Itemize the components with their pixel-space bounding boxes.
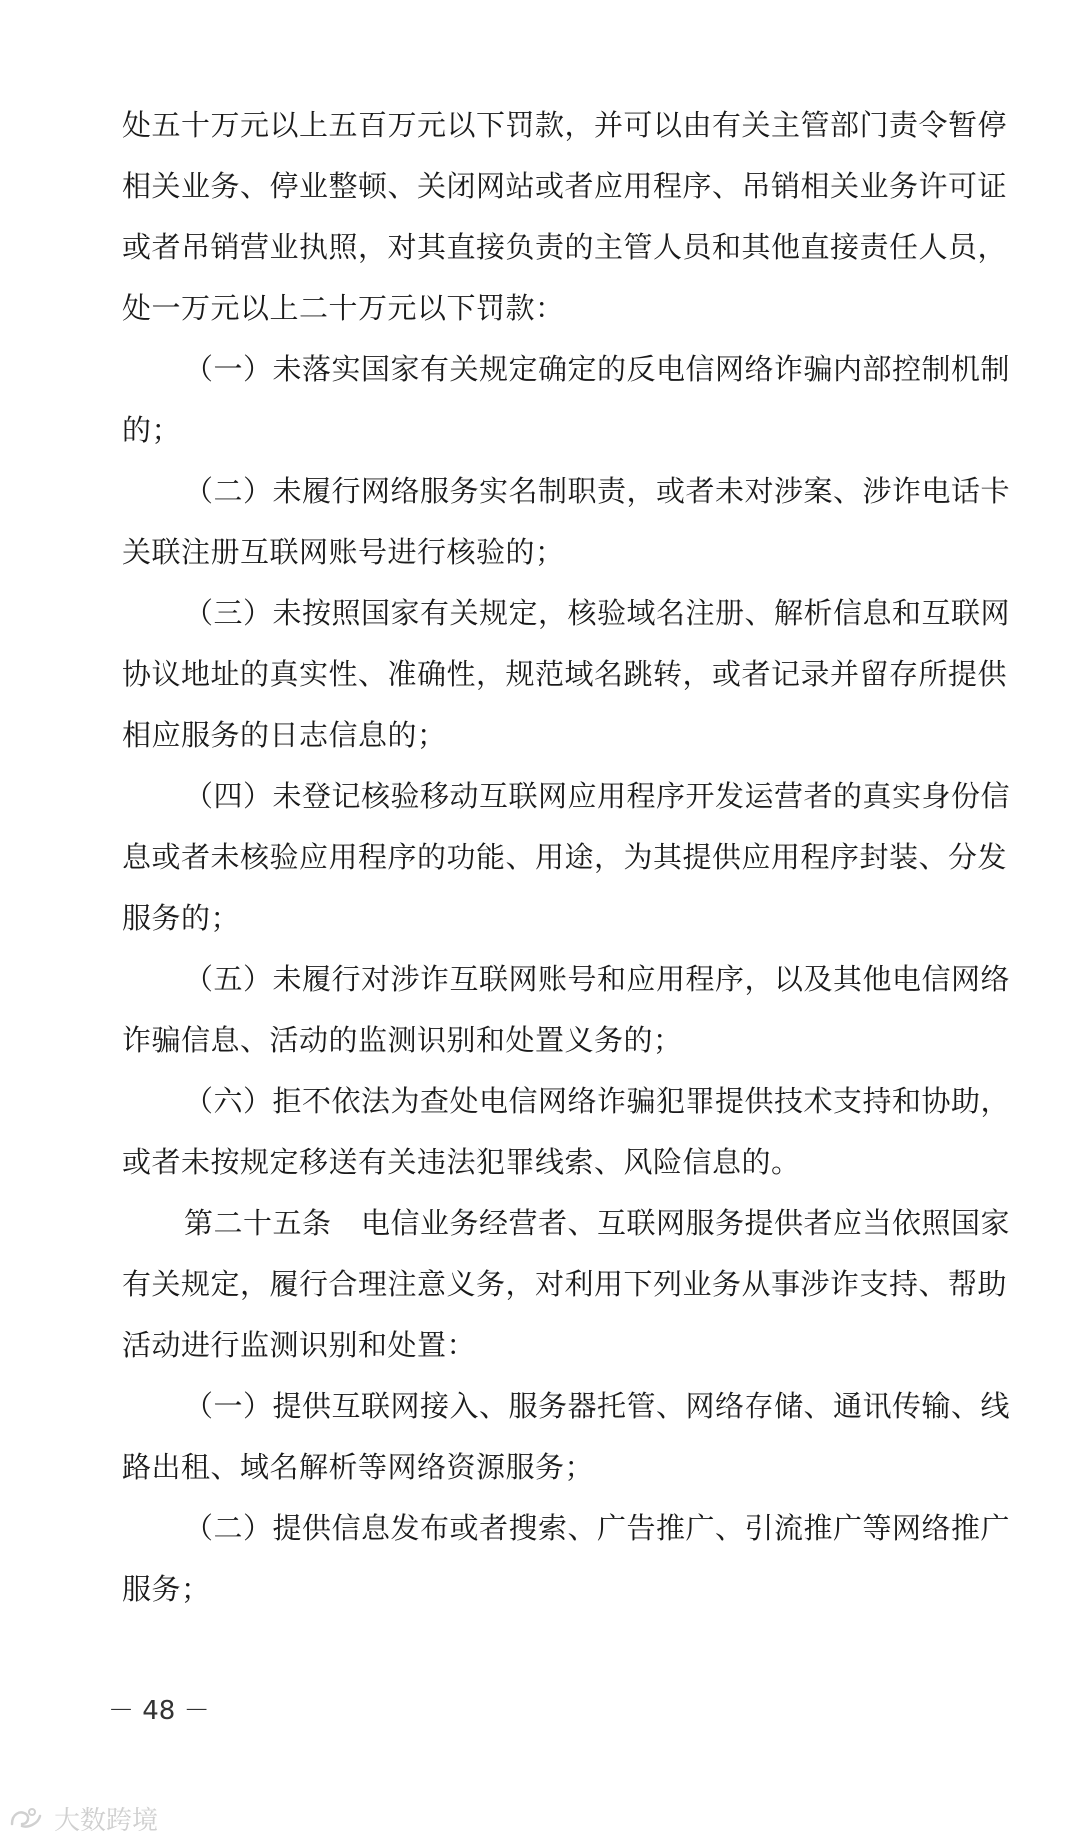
text-line: （四）未登记核验移动互联网应用程序开发运营者的真实身份信 — [184, 779, 1011, 813]
page-number: － 48 － — [108, 1696, 210, 1726]
text-line: 息或者未核验应用程序的功能、用途，为其提供应用程序封装、分发 — [122, 840, 1008, 874]
text-line: 处五十万元以上五百万元以下罚款，并可以由有关主管部门责令暂停 — [122, 108, 1008, 142]
text-line: 相关业务、停业整顿、关闭网站或者应用程序、吊销相关业务许可证 — [122, 169, 1008, 203]
text-line: （六）拒不依法为查处电信网络诈骗犯罪提供技术支持和协助， — [184, 1084, 1011, 1118]
text-line: 或者吊销营业执照，对其直接负责的主管人员和其他直接责任人员， — [122, 230, 1008, 264]
text-line: 有关规定，履行合理注意义务，对利用下列业务从事涉诈支持、帮助 — [122, 1267, 1008, 1301]
text-line: 诈骗信息、活动的监测识别和处置义务的； — [122, 1023, 683, 1057]
text-line: （五）未履行对涉诈互联网账号和应用程序，以及其他电信网络 — [184, 962, 1011, 996]
text-line: （二）未履行网络服务实名制职责，或者未对涉案、涉诈电话卡 — [184, 474, 1011, 508]
text-line: 处一万元以上二十万元以下罚款： — [122, 291, 565, 325]
text-line: （一）未落实国家有关规定确定的反电信网络诈骗内部控制机制 — [184, 352, 1011, 386]
text-line: 路出租、域名解析等网络资源服务； — [122, 1450, 595, 1484]
text-line: （三）未按照国家有关规定，核验域名注册、解析信息和互联网 — [184, 596, 1011, 630]
text-line: （一）提供互联网接入、服务器托管、网络存储、通讯传输、线 — [184, 1389, 1011, 1423]
watermark-text: 大数跨境 — [54, 1805, 159, 1836]
text-line: 关联注册互联网账号进行核验的； — [122, 535, 565, 569]
text-line: 服务； — [122, 1572, 211, 1606]
text-line: 活动进行监测识别和处置： — [122, 1328, 477, 1362]
text-line: 第二十五条 电信业务经营者、互联网服务提供者应当依照国家 — [184, 1206, 1011, 1240]
text-line: 的； — [122, 413, 182, 447]
text-line: （二）提供信息发布或者搜索、广告推广、引流推广等网络推广 — [184, 1511, 1011, 1545]
text-line: 相应服务的日志信息的； — [122, 718, 447, 752]
text-line: 服务的； — [122, 901, 241, 935]
watermark-logo-icon — [8, 1804, 44, 1832]
text-line: 或者未按规定移送有关违法犯罪线索、风险信息的。 — [122, 1145, 801, 1179]
watermark — [8, 1798, 158, 1838]
text-line: 协议地址的真实性、准确性，规范域名跳转，或者记录并留存所提供 — [122, 657, 1008, 691]
document-body — [122, 95, 1011, 1620]
